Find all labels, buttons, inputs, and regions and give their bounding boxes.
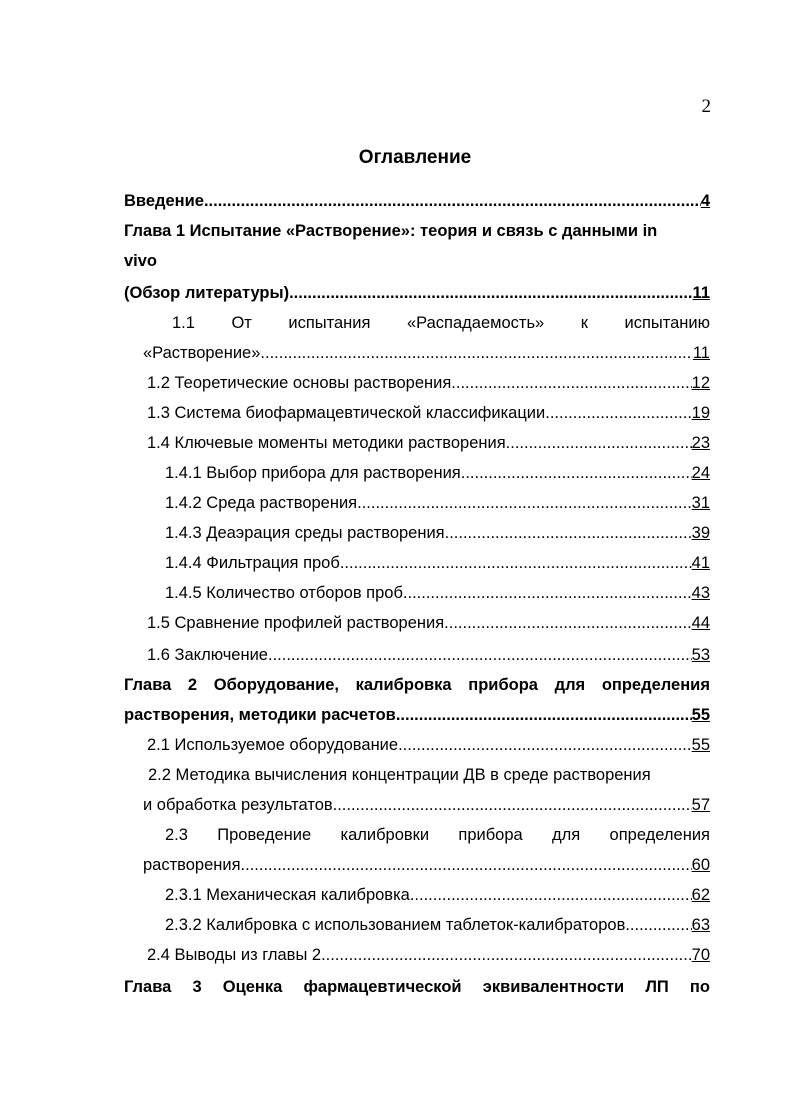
leader-dots (260, 338, 692, 368)
toc-label: 1.4.4 Фильтрация проб (165, 554, 340, 572)
toc-label: 1.2 Теоретические основы растворения (147, 374, 452, 392)
toc-chapter-1-line1 (124, 216, 710, 246)
toc-label: «Растворение» (143, 344, 261, 362)
toc-label: 1.3 Система биофармацевтической классификации (147, 404, 546, 422)
toc-page: 23 (691, 434, 710, 452)
leader-dots (461, 458, 692, 488)
toc-page: 11 (692, 284, 710, 302)
leader-dots (396, 700, 692, 730)
toc-word: определения (601, 676, 710, 694)
leader-dots (451, 368, 691, 398)
toc-entry-1-2 (147, 368, 710, 398)
toc-label: 1.5 Сравнение профилей растворения (147, 614, 445, 632)
toc-entry-2-2-line2 (143, 790, 710, 820)
toc-label: 2.1 Используемое оборудование (147, 736, 399, 754)
toc-chapter-1-line3 (124, 278, 710, 308)
toc-label: 1.4.3 Деаэрация среды растворения (165, 524, 445, 542)
toc-entry-1-1-line1 (172, 308, 710, 338)
toc-page: 19 (691, 404, 710, 422)
toc-word: определения (609, 826, 710, 844)
leader-dots (340, 548, 692, 578)
toc-label: vivo (124, 252, 158, 270)
leader-dots (289, 278, 692, 308)
page-title: Оглавление (358, 147, 472, 168)
toc-page: 11 (692, 344, 710, 362)
toc-page: 63 (691, 916, 710, 934)
toc-word: 1.1 (172, 314, 195, 332)
toc-word: Глава (124, 978, 172, 996)
toc-entry-2-3-line1 (165, 820, 710, 850)
toc-page: 60 (691, 856, 710, 874)
toc-label: растворения, методики расчетов (124, 706, 396, 724)
toc-word: для (552, 826, 581, 844)
leader-dots (398, 730, 692, 760)
toc-page: 55 (691, 736, 710, 754)
toc-label: 1.4.2 Среда растворения (165, 494, 358, 512)
leader-dots (625, 910, 691, 940)
toc-entry-2-3-line2 (143, 850, 710, 880)
toc-entry-1-4-4 (165, 548, 710, 578)
toc-label: и обработка результатов (143, 796, 333, 814)
toc-page: 43 (691, 584, 710, 602)
leader-dots (403, 578, 692, 608)
toc-label: 2.4 Выводы из главы 2 (147, 946, 322, 964)
toc-page: 44 (691, 614, 710, 632)
toc-entry-2-1 (147, 730, 710, 760)
toc-word: ЛП (645, 978, 669, 996)
toc-entry-1-4-5 (165, 578, 710, 608)
toc-chapter-3-line1 (124, 972, 710, 1002)
toc-page: 70 (691, 946, 710, 964)
toc-word: Оценка (222, 978, 283, 996)
toc-page: 55 (691, 706, 710, 724)
toc-page: 31 (691, 494, 710, 512)
toc-word: по (689, 978, 710, 996)
toc-entry-intro (124, 186, 710, 216)
toc-entry-1-6 (147, 640, 710, 670)
toc-word: «Распадаемость» (406, 314, 545, 332)
toc-word: прибора (468, 676, 538, 694)
leader-dots (445, 518, 692, 548)
toc-entry-2-4 (147, 940, 710, 970)
toc-label: растворения (143, 856, 241, 874)
toc-label: 1.6 Заключение (147, 646, 268, 664)
toc-page: 12 (691, 374, 710, 392)
toc-entry-2-3-2 (165, 910, 710, 940)
page-number: 2 (701, 96, 711, 117)
leader-dots (506, 428, 692, 458)
toc-word: Глава (124, 676, 172, 694)
leader-dots (268, 640, 692, 670)
toc-chapter-2-line2 (124, 700, 710, 730)
toc-entry-1-4-1 (165, 458, 710, 488)
toc-label: (Обзор литературы) (124, 284, 290, 302)
toc-word: фармацевтической (303, 978, 462, 996)
toc-entry-1-3 (147, 398, 710, 428)
toc-word: испытания (288, 314, 371, 332)
toc-word: эквивалентности (482, 978, 625, 996)
toc-word: 2.3 (165, 826, 188, 844)
toc-page: 62 (691, 886, 710, 904)
toc-label: Введение (124, 192, 204, 210)
toc-word: калибровки (340, 826, 430, 844)
toc-label: 1.4.5 Количество отборов проб (165, 584, 403, 602)
toc-label: 2.3.2 Калибровка с использованием таблеток-калибраторов (165, 916, 626, 934)
toc-entry-1-5 (147, 608, 710, 638)
leader-dots (321, 940, 692, 970)
leader-dots (444, 608, 691, 638)
toc-entry-1-4 (147, 428, 710, 458)
toc-page: 57 (691, 796, 710, 814)
toc-label: 2.3.1 Механическая калибровка (165, 886, 410, 904)
toc-entry-1-4-3 (165, 518, 710, 548)
leader-dots (204, 186, 701, 216)
leader-dots (357, 488, 692, 518)
toc-word: испытанию (624, 314, 710, 332)
toc-word: прибора (458, 826, 523, 844)
toc-chapter-1-line2 (124, 246, 710, 276)
toc-page: 24 (691, 464, 710, 482)
toc-entry-1-4-2 (165, 488, 710, 518)
toc-label: 1.4.1 Выбор прибора для растворения (165, 464, 461, 482)
toc-word: От (231, 314, 252, 332)
toc-label: 2.2 Методика вычисления концентрации ДВ в среде растворения (148, 766, 651, 784)
toc-entry-2-3-1 (165, 880, 710, 910)
toc-word: к (580, 314, 588, 332)
toc-word: Проведение (217, 826, 312, 844)
leader-dots (410, 880, 692, 910)
toc-word: для (554, 676, 586, 694)
toc-word: калибровка (355, 676, 452, 694)
toc-label: Глава 1 Испытание «Растворение»: теория и связь с данными in (124, 222, 658, 240)
toc-entry-1-1-line2 (143, 338, 710, 368)
toc-label: 1.4 Ключевые моменты методики растворения (147, 434, 506, 452)
toc-page: 39 (691, 524, 710, 542)
leader-dots (545, 398, 691, 428)
toc-chapter-2-line1 (124, 670, 710, 700)
toc-page: 41 (691, 554, 710, 572)
toc-word: Оборудование, (213, 676, 339, 694)
toc-word: 3 (192, 978, 202, 996)
toc-entry-2-2-line1 (148, 760, 710, 790)
toc-page: 53 (691, 646, 710, 664)
toc-word: 2 (187, 676, 198, 694)
toc-page: 4 (700, 192, 710, 210)
leader-dots (333, 790, 692, 820)
leader-dots (241, 850, 692, 880)
